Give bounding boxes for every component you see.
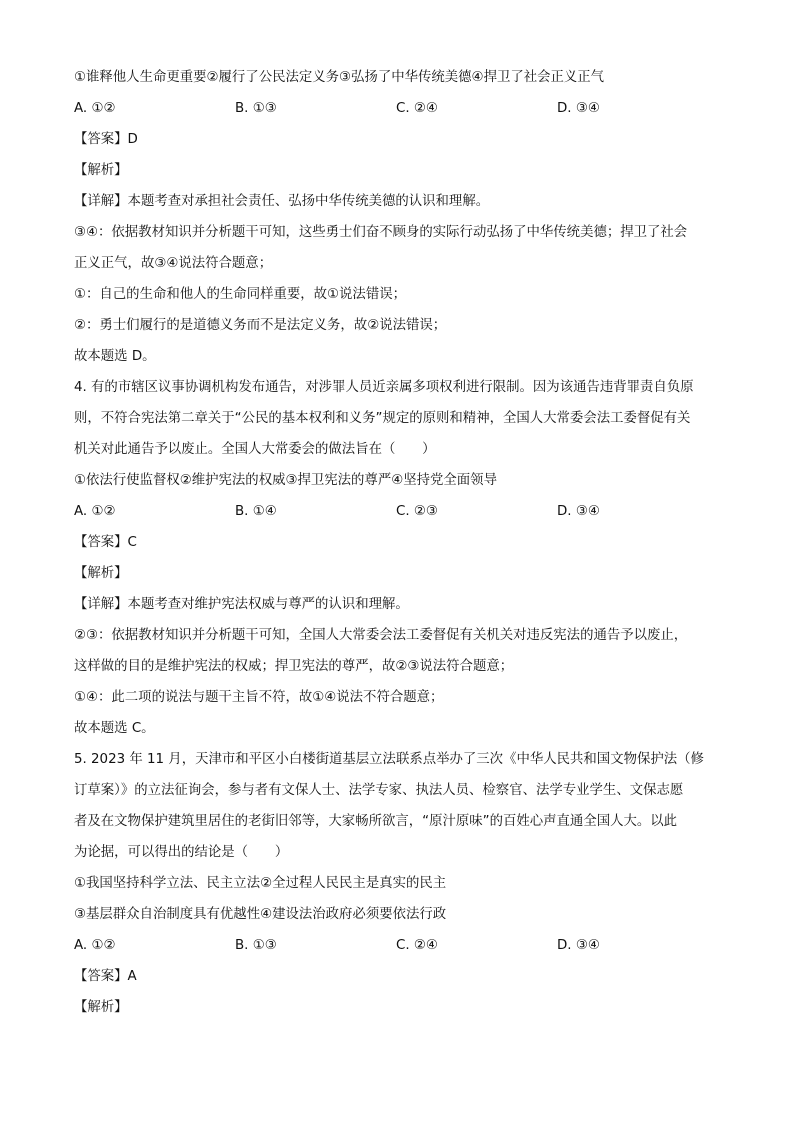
q3-point3: ②：勇士们履行的是道德义务而不是法定义务，故②说法错误； [74,318,447,333]
q5-options [74,930,724,961]
q3-detail: 【详解】本题考查对承担社会责任、弘扬中华传统美德的认识和理解。 [74,194,490,209]
q4-statements: ①依法行使监督权②维护宪法的权威③捍卫宪法的尊严④坚持党全面领导 [74,473,497,488]
q5-option-c: C. ②④ [396,938,438,953]
q3-analysis-heading: 【解析】 [74,163,128,178]
q3-point1-line2: 正义正气，故③④说法符合题意； [74,256,273,271]
q3-point1-line1: ③④：依据教材知识并分析题干可知，这些勇士们奋不顾身的实际行动弘扬了中华传统美德；捍卫了社会 [74,225,688,240]
q3-option-c: C. ②④ [396,101,438,116]
q3-point2: ①：自己的生命和他人的生命同样重要，故①说法错误； [74,287,406,302]
q5-option-a: A. ①② [74,938,116,953]
q5-stem-line4: 为论据，可以得出的结论是（ ） [74,845,289,860]
q3-option-d: D. ③④ [557,101,600,116]
q3-statements: ①谁释他人生命更重要②履行了公民法定义务③弘扬了中华传统美德④捍卫了社会正义正气 [74,70,605,85]
q3-answer: 【答案】D [74,132,138,147]
q4-answer: 【答案】C [74,535,137,550]
q4-option-c: C. ②③ [396,504,438,519]
q4-option-d: D. ③④ [557,504,600,519]
q5-stem-line3: 者及在文物保护建筑里居住的老街旧邻等，大家畅所欲言，“原汁原味”的百姓心声直通全国人大。以此 [74,814,678,829]
q3-option-b: B. ①③ [235,101,277,116]
q4-stem-line1: 4. 有的市辖区议事协调机构发布通告，对涉罪人员近亲属多项权利进行限制。因为该通告违背罪责自负原 [74,380,694,395]
q5-answer: 【答案】A [74,969,137,984]
q5-statements-line2: ③基层群众自治制度具有优越性④建设法治政府必须要依法行政 [74,907,447,922]
q4-stem-line3: 机关对此通告予以废止。全国人大常委会的做法旨在（ ） [74,442,436,457]
q4-option-b: B. ①④ [235,504,277,519]
q5-analysis-heading: 【解析】 [74,1000,128,1015]
q3-conclusion: 故本题选 D。 [74,349,156,364]
q5-stem-line2: 订草案）》的立法征询会，参与者有文保人士、法学专家、执法人员、检察官、法学专业学生、文保志愿 [74,783,684,798]
q4-analysis-heading: 【解析】 [74,566,128,581]
q4-point2: ①④：此二项的说法与题干主旨不符，故①④说法不符合题意； [74,690,444,705]
q5-stem-line1: 5. 2023 年 11 月，天津市和平区小白楼街道基层立法联系点举办了三次《中华人民共和国文物保护法（修 [74,752,704,767]
q5-option-d: D. ③④ [557,938,600,953]
q4-conclusion: 故本题选 C。 [74,721,155,736]
q4-detail: 【详解】本题考查对维护宪法权威与尊严的认识和理解。 [74,597,409,612]
q3-option-a: A. ①② [74,101,116,116]
q4-point1-line1: ②③：依据教材知识并分析题干可知，全国人大常委会法工委督促有关机关对违反宪法的通告予以废止， [74,628,688,643]
q3-options [74,93,724,124]
q4-options [74,496,724,527]
document-page [74,62,724,1023]
q4-stem-line2: 则，不符合宪法第二章关于“公民的基本权利和义务”规定的原则和精神，全国人大常委会法工委督促有关 [74,411,691,426]
q4-option-a: A. ①② [74,504,116,519]
q5-statements-line1: ①我国坚持科学立法、民主立法②全过程人民民主是真实的民主 [74,876,447,891]
q4-point1-line2: 这样做的目的是维护宪法的权威；捍卫宪法的尊严，故②③说法符合题意； [74,659,514,674]
q5-option-b: B. ①③ [235,938,277,953]
